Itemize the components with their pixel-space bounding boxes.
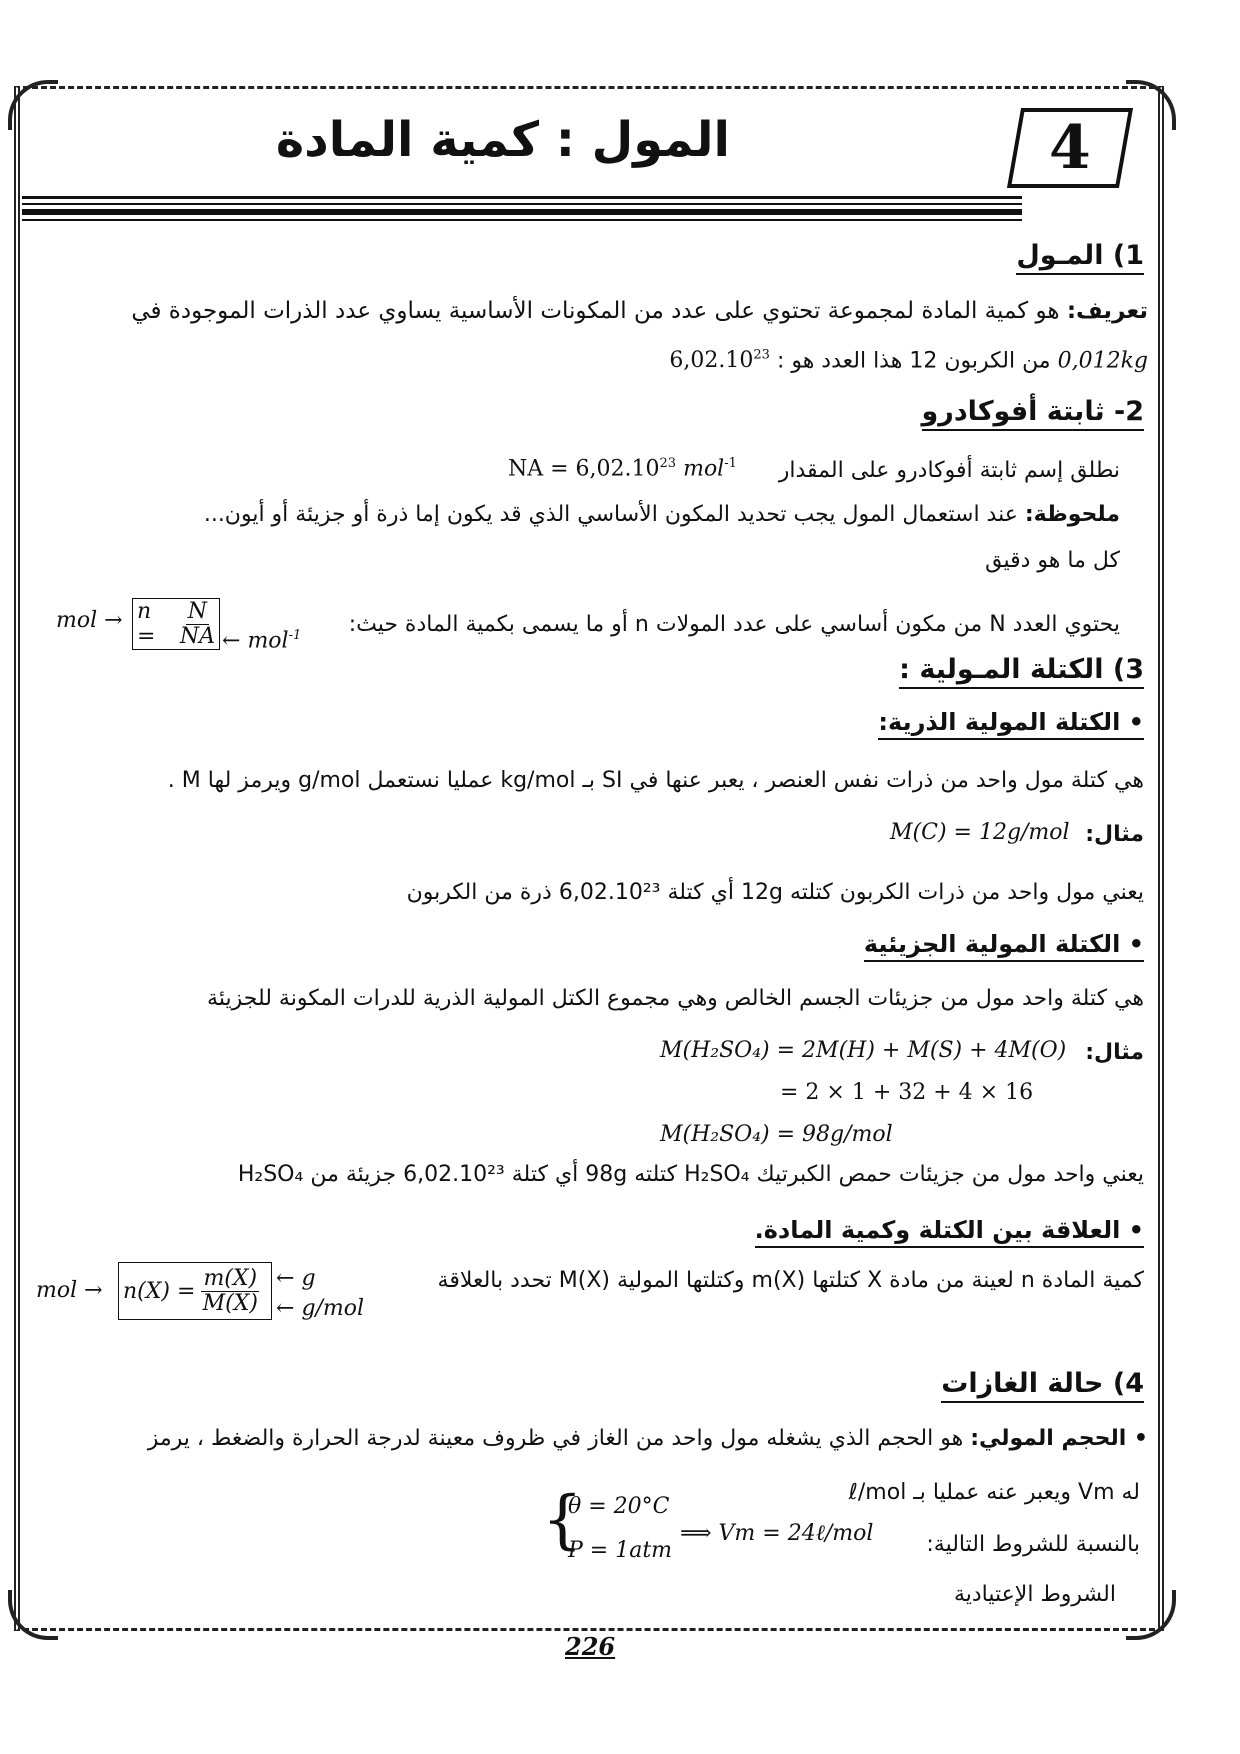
moles-unit-right: ← mol$^{-1}$ bbox=[222, 628, 302, 654]
condition-pressure: P = 1atm bbox=[568, 1538, 673, 1563]
molecular-example-3: M(H₂SO₄) = 98g/mol bbox=[660, 1122, 893, 1147]
molecular-meaning: يعني واحد مول من جزيئات حمص الكبرتيك H₂SO₄ كتلته 98g أي كتلة 6,02.10²³ جزيئة من H₂SO₄ bbox=[237, 1162, 1144, 1187]
relation-formula-box: n(X) = $\frac{m(X)}{M(X)}$ bbox=[118, 1262, 272, 1320]
chapter-number: 4 bbox=[1049, 113, 1091, 183]
vm-line-2: له Vm ويعبر عنه عمليا بـ ℓ/mol bbox=[848, 1480, 1140, 1505]
chapter-title: المول : كمية المادة bbox=[275, 112, 730, 168]
avogadro-line: نطلق إسم ثابتة أفوكادرو على المقدار bbox=[778, 458, 1120, 483]
note-line-2: كل ما هو دقيق bbox=[985, 548, 1120, 573]
relation-heading: • العلاقة بين الكتلة وكمية المادة. bbox=[755, 1216, 1144, 1244]
section-3-heading: 3) الكتلة المـولية : bbox=[899, 654, 1144, 685]
title-rule bbox=[22, 196, 1022, 199]
molecular-example-label: مثال: bbox=[1085, 1040, 1144, 1065]
note-line: ملحوظة: عند استعمال المول يجب تحديد المكون الأساسي الذي قد يكون إما ذرة أو جزيئة أو أيون... bbox=[203, 502, 1120, 527]
relation-unit-g: ← g bbox=[276, 1266, 316, 1291]
condition-result: ⟹ Vm = 24ℓ/mol bbox=[680, 1521, 874, 1546]
avogadro-formula: NA = $6,02.10^{23}$ mol$^{-1}$ bbox=[508, 456, 737, 482]
condition-theta: θ = 20°C bbox=[568, 1494, 670, 1519]
moles-formula-box: n = $\frac{N}{NA}$ bbox=[132, 598, 220, 650]
conditions-brace: { bbox=[542, 1483, 583, 1557]
conditions-line: بالنسبة للشروط التالية: bbox=[926, 1532, 1140, 1557]
moles-line: يحتوي العدد N من مكون أساسي على عدد المولات n أو ما يسمى بكمية المادة حيث: bbox=[348, 612, 1120, 637]
molecular-example-2: = 2 × 1 + 32 + 4 × 16 bbox=[780, 1080, 1034, 1105]
border-corner bbox=[1126, 1590, 1176, 1640]
atomic-example-label: مثال: bbox=[1085, 822, 1144, 847]
moles-unit-left: mol → bbox=[56, 608, 123, 633]
relation-unit-mol: mol → bbox=[36, 1278, 103, 1303]
atomic-meaning: يعني مول واحد من ذرات الكربون كتلته 12g أي كتلة 6,02.10²³ ذرة من الكربون bbox=[406, 880, 1144, 905]
definition-line-2: 0,012kg من الكربون 12 هذا العدد هو : 6,02.10$^{23}$ bbox=[669, 348, 1148, 374]
title-rule bbox=[22, 219, 1022, 221]
section-2-heading: 2- ثابتة أفوكادرو bbox=[922, 396, 1145, 427]
molecular-example-1: M(H₂SO₄) = 2M(H) + M(S) + 4M(O) bbox=[660, 1038, 1067, 1063]
border-corner bbox=[1126, 80, 1176, 130]
vm-line: • الحجم المولي: هو الحجم الذي يشغله مول واحد من الغاز في ظروف معينة لدرجة الحرارة والضغط ، يرمز bbox=[147, 1426, 1148, 1451]
atomic-heading: • الكتلة المولية الذرية: bbox=[878, 708, 1144, 736]
page-number: 226 bbox=[565, 1632, 616, 1661]
relation-line: كمية المادة n لعينة من مادة X كتلتها m(X) وكتلتها المولية M(X) تحدد بالعلاقة bbox=[437, 1268, 1144, 1293]
border-corner bbox=[8, 1590, 58, 1640]
title-rule bbox=[22, 209, 1022, 215]
conditions-note: الشروط الإعتيادية bbox=[953, 1582, 1116, 1607]
molecular-heading: • الكتلة المولية الجزيئية bbox=[864, 930, 1144, 958]
definition-line: تعريف: هو كمية المادة لمجموعة تحتوي على عدد من المكونات الأساسية يساوي عدد الذرات الموجودة في bbox=[131, 298, 1148, 324]
section-1-heading: 1) المـول bbox=[1016, 240, 1144, 271]
atomic-example: M(C) = 12g/mol bbox=[890, 820, 1070, 845]
title-rule bbox=[22, 203, 1022, 205]
atomic-line: هي كتلة مول واحد من ذرات نفس العنصر ، يعبر عنها في SI بـ kg/mol عمليا نستعمل g/mol ويرمز لها M . bbox=[167, 768, 1144, 793]
molecular-line: هي كتلة واحد مول من جزيئات الجسم الخالص وهي مجموع الكتل المولية الذرية للدرات المكونة للجزيئة bbox=[207, 986, 1144, 1011]
section-4-heading: 4) حالة الغازات bbox=[941, 1368, 1144, 1399]
chapter-number-box bbox=[1007, 108, 1133, 188]
relation-unit-gmol: ← g/mol bbox=[276, 1296, 365, 1321]
